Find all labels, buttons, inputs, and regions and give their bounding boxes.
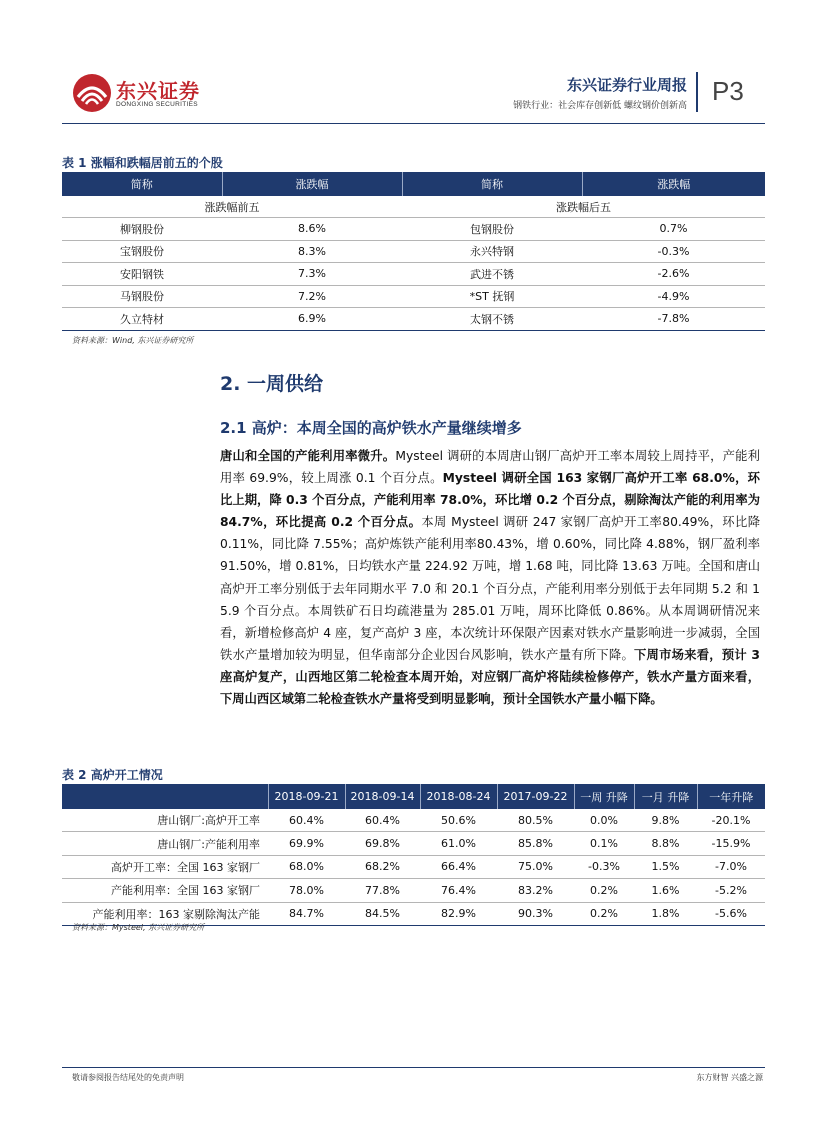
column-header: 一周 升降 — [574, 784, 634, 809]
table-cell: -15.9% — [697, 832, 765, 855]
table-cell: -7.0% — [697, 855, 765, 878]
header-divider — [696, 72, 698, 112]
table-subheader-row — [62, 196, 765, 218]
table-cell: 8.8% — [634, 832, 697, 855]
subsection-heading: 2.1 高炉：本周全国的高炉铁水产量继续增多 — [220, 419, 522, 437]
column-header: 一年升降 — [697, 784, 765, 809]
table-cell: 77.8% — [345, 879, 420, 902]
table-cell: 0.0% — [574, 809, 634, 832]
table-row — [62, 879, 765, 902]
row-label: 产能利用率：163 家剔除淘汰产能 — [62, 902, 268, 925]
change-value: 8.3% — [222, 240, 402, 263]
stock-name: 武进不锈 — [402, 263, 582, 286]
footer-rule — [62, 1067, 765, 1068]
logo-text-en: DONGXING SECURITIES — [116, 101, 198, 108]
change-value: -7.8% — [582, 308, 765, 331]
column-header: 涨跌幅 — [582, 172, 765, 196]
blast-furnace-table — [62, 784, 765, 926]
table-cell: 90.3% — [497, 902, 574, 925]
table-cell: 78.0% — [268, 879, 345, 902]
column-header: 简称 — [62, 172, 222, 196]
row-label: 高炉开工率：全国 163 家钢厂 — [62, 855, 268, 878]
header-rule — [62, 123, 765, 124]
table1-caption: 表 1 涨幅和跌幅居前五的个股 — [62, 156, 223, 170]
row-label: 唐山钢厂:高炉开工率 — [62, 809, 268, 832]
table-cell: 83.2% — [497, 879, 574, 902]
table-cell: 1.8% — [634, 902, 697, 925]
table-cell: -5.6% — [697, 902, 765, 925]
stock-name: *ST 抚钢 — [402, 285, 582, 308]
table-cell: 76.4% — [420, 879, 497, 902]
paragraph-run: Mysteel 调研的本周唐山钢厂高炉开工率本周较上周持平，产能利用率 69.9%，较上周涨 0.1 个百分点。 — [220, 449, 760, 486]
stock-name: 太钢不锈 — [402, 308, 582, 331]
stock-name: 永兴特钢 — [402, 240, 582, 263]
change-value: 7.2% — [222, 285, 402, 308]
stock-name: 宝钢股份 — [62, 240, 222, 263]
paragraph-run-bold: Mysteel 调研全国 163 家钢厂高炉开工率 68.0%，环比上期，降 0.3 个百分点，产能利用率 78.0%，环比增 0.2 个百分点，剔除淘汰产能的利用率为 84.7%，环比提高 0.2 个百分点。 — [220, 471, 760, 530]
table-row — [62, 308, 765, 331]
table-cell: 84.5% — [345, 902, 420, 925]
table-cell: 69.8% — [345, 832, 420, 855]
page-number: P3 — [712, 76, 744, 106]
stock-name: 马钢股份 — [62, 285, 222, 308]
table-cell: -5.2% — [697, 879, 765, 902]
stock-name: 包钢股份 — [402, 218, 582, 241]
table-cell: 61.0% — [420, 832, 497, 855]
report-subtitle: 钢铁行业：社会库存创新低 螺纹钢价创新高 — [513, 101, 687, 111]
row-label: 唐山钢厂:产能利用率 — [62, 832, 268, 855]
change-value: -2.6% — [582, 263, 765, 286]
disclaimer-note: 敬请参阅报告结尾处的免责声明 — [72, 1073, 184, 1082]
table-cell: 60.4% — [345, 809, 420, 832]
top-movers-table — [62, 172, 765, 331]
change-value: 7.3% — [222, 263, 402, 286]
top-five-label: 涨跌幅前五 — [62, 196, 402, 218]
table-cell: 75.0% — [497, 855, 574, 878]
change-value: -0.3% — [582, 240, 765, 263]
table-row — [62, 218, 765, 241]
table-cell: 50.6% — [420, 809, 497, 832]
table-row — [62, 240, 765, 263]
table-row — [62, 285, 765, 308]
table-cell: 1.5% — [634, 855, 697, 878]
section-heading: 2. 一周供给 — [220, 373, 324, 395]
stock-name: 安阳钢铁 — [62, 263, 222, 286]
table-cell: -20.1% — [697, 809, 765, 832]
stock-name: 柳钢股份 — [62, 218, 222, 241]
column-header — [62, 784, 268, 809]
change-value: 6.9% — [222, 308, 402, 331]
column-header: 一月 升降 — [634, 784, 697, 809]
table-header-row — [62, 172, 765, 196]
table-row — [62, 832, 765, 855]
table-cell: 60.4% — [268, 809, 345, 832]
column-header: 涨跌幅 — [222, 172, 402, 196]
stock-name: 久立特材 — [62, 308, 222, 331]
table-cell: 66.4% — [420, 855, 497, 878]
change-value: 0.7% — [582, 218, 765, 241]
bottom-five-label: 涨跌幅后五 — [402, 196, 765, 218]
table-header-row — [62, 784, 765, 809]
table-row — [62, 809, 765, 832]
table-cell: 9.8% — [634, 809, 697, 832]
change-value: -4.9% — [582, 285, 765, 308]
column-header: 2017-09-22 — [497, 784, 574, 809]
table2-source: 资料来源：Mysteel, 东兴证券研究所 — [72, 923, 205, 932]
change-value: 8.6% — [222, 218, 402, 241]
table-cell: 84.7% — [268, 902, 345, 925]
table2-caption: 表 2 高炉开工情况 — [62, 768, 163, 782]
logo-text-cn: 东兴证券 — [116, 79, 200, 103]
table-cell: 85.8% — [497, 832, 574, 855]
body-paragraph — [220, 445, 760, 710]
table-row — [62, 263, 765, 286]
column-header: 2018-09-14 — [345, 784, 420, 809]
table-cell: 68.2% — [345, 855, 420, 878]
table-row — [62, 855, 765, 878]
table-cell: 69.9% — [268, 832, 345, 855]
column-header: 简称 — [402, 172, 582, 196]
paragraph-run-bold: 下周市场来看，预计 3 座高炉复产，山西地区第二轮检查本周开始，对应钢厂高炉将陆续检修停产，铁水产量方面来看，下周山西区域第二轮检查铁水产量将受到明显影响，预计全国铁水产量小幅下降。 — [220, 647, 760, 707]
table-cell: 0.1% — [574, 832, 634, 855]
table-cell: 1.6% — [634, 879, 697, 902]
column-header: 2018-09-21 — [268, 784, 345, 809]
footer-slogan: 东方财智 兴盛之源 — [696, 1073, 763, 1082]
table-cell: 82.9% — [420, 902, 497, 925]
dongxing-logo-icon — [72, 73, 112, 113]
table-cell: 80.5% — [497, 809, 574, 832]
table-cell: 0.2% — [574, 902, 634, 925]
row-label: 产能利用率：全国 163 家钢厂 — [62, 879, 268, 902]
table1-source: 资料来源：Wind, 东兴证券研究所 — [72, 336, 194, 345]
table-cell: 68.0% — [268, 855, 345, 878]
table-cell: -0.3% — [574, 855, 634, 878]
paragraph-run-bold: 唐山和全国的产能利用率微升。 — [220, 449, 396, 463]
report-title: 东兴证券行业周报 — [566, 76, 687, 94]
paragraph-run: 本周 Mysteel 调研 247 家钢厂高炉开工率80.49%，环比降 0.11%，同比降 7.55%；高炉炼铁产能利用率80.43%，增 0.60%，同比降 4.88%，钢厂盈利率 91.50%，增 0.81%，日均铁水产量 224.92 万吨，增 1.68 吨，同比降 13.63 万吨。全国和唐山高炉开工率分别低于去年同期水平 7.0 和 20.1 个百分点，产能利用率分别低于去年同期 5.2 和 15.9 个百分点。本周铁矿石日均疏港量为 285.01 万吨，周环比降低 0.86%。从本周调研情况来看，新增检修高炉 4 座，复产高炉 3 座，本次统计环保限产因素对铁水产量影响进一步减弱，全国铁水产量增加较为明显，但华南部分企业因台风影响，铁水产量有所下降。 — [220, 515, 760, 662]
column-header: 2018-08-24 — [420, 784, 497, 809]
table-cell: 0.2% — [574, 879, 634, 902]
